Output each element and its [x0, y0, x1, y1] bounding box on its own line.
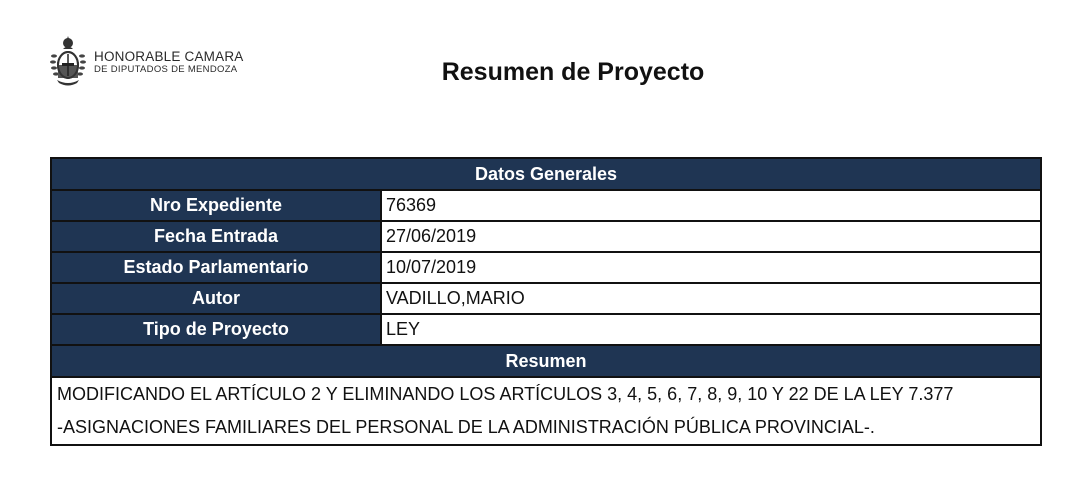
datos-generales-heading: Datos Generales	[51, 158, 1041, 190]
resumen-heading: Resumen	[51, 345, 1041, 377]
autor-label: Autor	[51, 283, 381, 314]
institution-name-line1: HONORABLE CAMARA	[94, 49, 244, 64]
estado-parlamentario-label: Estado Parlamentario	[51, 252, 381, 283]
table-row	[51, 283, 1041, 314]
resumen-header-row	[51, 345, 1041, 377]
resumen-line-1: MODIFICANDO EL ARTÍCULO 2 Y ELIMINANDO LOS ARTÍCULOS 3, 4, 5, 6, 7, 8, 9, 10 Y 22 DE LA LEY 7.377	[57, 384, 954, 404]
fecha-entrada-label: Fecha Entrada	[51, 221, 381, 252]
resumen-line-2: -ASIGNACIONES FAMILIARES DEL PERSONAL DE LA ADMINISTRACIÓN PÚBLICA PROVINCIAL-.	[57, 417, 875, 437]
page-title: Resumen de Proyecto	[441, 58, 705, 86]
table-row	[51, 221, 1041, 252]
nro-expediente-label: Nro Expediente	[51, 190, 381, 221]
autor-value: VADILLO,MARIO	[381, 283, 1041, 314]
resumen-text	[51, 377, 1041, 445]
tipo-proyecto-value: LEY	[381, 314, 1041, 345]
table-row	[51, 190, 1041, 221]
fecha-entrada-value: 27/06/2019	[381, 221, 1041, 252]
table-row	[51, 314, 1041, 345]
nro-expediente-value: 76369	[381, 190, 1041, 221]
institution-name-line2: DE DIPUTADOS DE MENDOZA	[94, 63, 238, 75]
datos-generales-header-row	[51, 158, 1041, 190]
resumen-body-row	[51, 377, 1041, 445]
table-row	[51, 252, 1041, 283]
estado-parlamentario-value: 10/07/2019	[381, 252, 1041, 283]
tipo-proyecto-label: Tipo de Proyecto	[51, 314, 381, 345]
project-summary-table	[50, 157, 1042, 446]
